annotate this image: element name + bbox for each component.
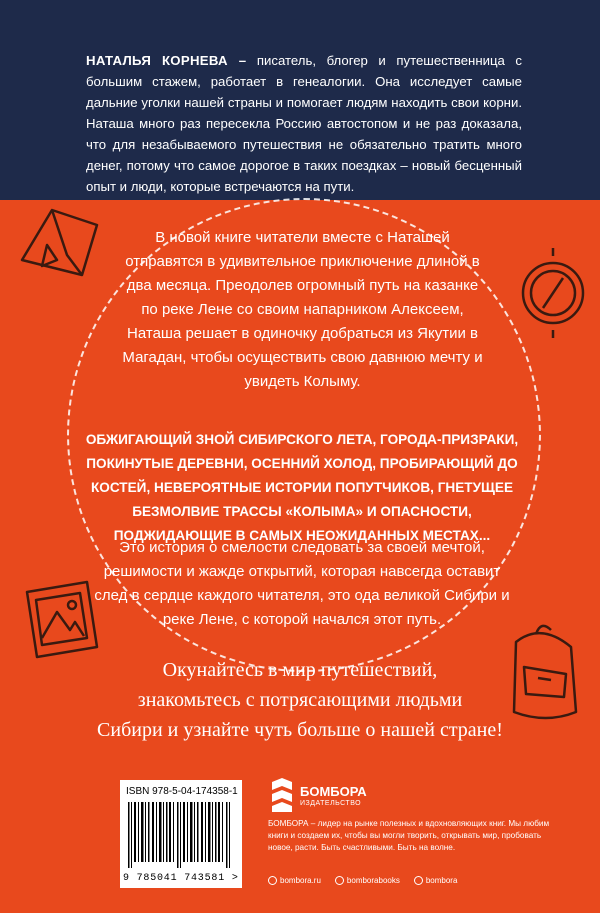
blurb-highlight-text: ОБЖИГАЮЩИЙ ЗНОЙ СИБИРСКОГО ЛЕТА, ГОРОДА-ПРИЗРАКИ, ПОКИНУТЫЕ ДЕРЕВНИ, ОСЕННИЙ ХОЛОД, ПРОБИРАЮЩИЙ ДО КОСТЕЙ, НЕВЕРОЯТНЫЕ ИСТОРИИ ПОПУТЧИКОВ, ГНЕТУЩЕЕ БЕЗМОЛВИЕ ТРАССЫ «КОЛЫМА» И ОПАСНОСТИ, ПОДЖИДАЮЩИЕ В САМЫХ НЕОЖИДАННЫХ МЕСТАХ...	[85, 432, 519, 543]
barcode-bars-icon	[128, 802, 234, 868]
blurb-highlight	[82, 428, 522, 548]
author-bio-text: писатель, блогер и путешественница с большим стажем, работает в генеалогии. Она исследует самые дальние уголки нашей страны и помогает людям находить свои корни. Наташа много раз пересекла Россию автостопом и не раз доказала, что для незабываемого путешествия не обязательно тратить много денег, потому что самое дорогое в таких поездках – новый бесценный опыт и люди, которые встречаются на пути.	[86, 53, 522, 194]
blurb-intro-text: В новой книге читатели вместе с Наташей отправятся в удивительное приключение длиной в два месяца. Преодолев огромный путь на казанке по реке Лене со своим напарником Алексеем, Наташа решает в одиночку добраться из Якутии в Магадан, чтобы осуществить свою давнюю мечту и увидеть Колыму.	[122, 229, 483, 390]
social-other-label: bombora	[425, 876, 458, 885]
publisher-description: БОМБОРА – лидер на рынке полезных и вдохновляющих книг. Мы любим книги и создаем их, чтобы вы могли творить, открывать мир, пробовать новое, расти. Быть счастливыми. Быть на волне.	[268, 819, 550, 852]
bombora-logo-icon	[268, 778, 296, 812]
blurb-closing-text: Это история о смелости следовать за своей мечтой, решимости и жажде открытий, которая навсегда оставит след в сердце каждого читателя, это ода великой Сибири и реке Лене, с которой начался этот путь.	[94, 539, 510, 628]
social-other[interactable]	[414, 876, 458, 885]
publisher-name: БОМБОРА	[300, 784, 367, 799]
cta-line-1: Окунайтесь в мир путешествий,	[162, 659, 438, 681]
tent-doodle-icon	[12, 200, 112, 300]
globe-icon	[268, 876, 277, 885]
social-vk[interactable]	[335, 876, 400, 885]
social-website[interactable]	[268, 876, 321, 885]
cta-line-3: Сибири и узнайте чуть больше о нашей стране!	[97, 719, 503, 741]
barcode-digits: 9 785041 743581 >	[123, 873, 239, 884]
author-bio	[86, 50, 522, 197]
isbn-label: ISBN 978-5-04-174358-1	[126, 786, 238, 797]
social-vk-label: bomborabooks	[346, 876, 400, 885]
blurb-closing	[92, 536, 512, 632]
social-website-label: bombora.ru	[280, 876, 321, 885]
compass-doodle-icon	[508, 238, 598, 348]
author-name: НАТАЛЬЯ КОРНЕВА –	[86, 53, 247, 68]
blurb-intro	[120, 226, 485, 394]
barcode-block	[120, 780, 242, 888]
call-to-action	[30, 655, 570, 745]
social-network-icon	[414, 876, 423, 885]
social-links	[268, 876, 457, 885]
publisher-sub: ИЗДАТЕЛЬСТВО	[300, 800, 362, 807]
vk-icon	[335, 876, 344, 885]
cta-line-2: знакомьтесь с потрясающими людьми	[137, 689, 463, 711]
